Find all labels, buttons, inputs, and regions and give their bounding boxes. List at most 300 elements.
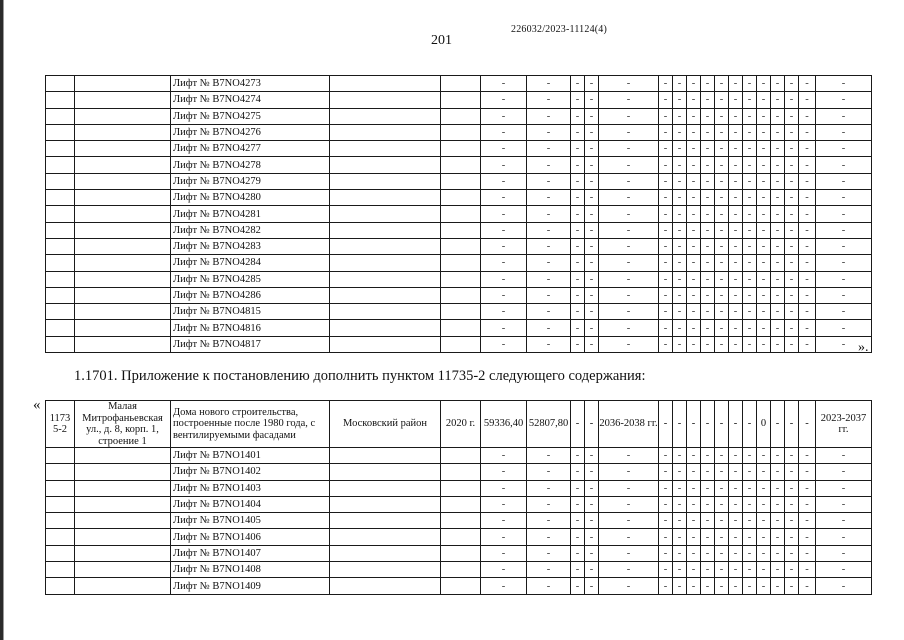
empty-cell: [46, 336, 75, 352]
dash-cell: -: [771, 238, 785, 254]
empty-cell: [46, 190, 75, 206]
dash-cell: -: [715, 271, 729, 287]
dash-cell: -: [771, 190, 785, 206]
dash-cell: -: [729, 76, 743, 92]
dash-cell: -: [659, 238, 673, 254]
dash-cell: -: [659, 320, 673, 336]
empty-cell: [75, 304, 171, 320]
dash-cell: -: [816, 578, 872, 594]
dash-cell: -: [771, 529, 785, 545]
dash-cell: -: [673, 320, 687, 336]
dash-cell: -: [481, 513, 527, 529]
dash-cell: -: [729, 157, 743, 173]
dash-cell: -: [757, 562, 771, 578]
dash-cell: -: [481, 190, 527, 206]
empty-cell: [330, 108, 441, 124]
dash-cell: -: [481, 141, 527, 157]
lift-name-cell: Лифт № B7NO4285: [171, 271, 330, 287]
dash-cell: -: [673, 92, 687, 108]
empty-cell: [46, 141, 75, 157]
dash-cell: -: [481, 255, 527, 271]
dash-cell: -: [673, 76, 687, 92]
dash-cell: -: [673, 287, 687, 303]
dash-cell: -: [701, 238, 715, 254]
dash-cell: -: [771, 124, 785, 140]
dash-cell: -: [659, 255, 673, 271]
lift-name-cell: Лифт № B7NO4286: [171, 287, 330, 303]
dash-cell: -: [673, 513, 687, 529]
dash-cell: -: [816, 124, 872, 140]
dash-cell: -: [816, 336, 872, 352]
dash-cell: -: [816, 173, 872, 189]
dash-cell: -: [701, 141, 715, 157]
dash-cell: -: [757, 222, 771, 238]
dash-cell: -: [785, 271, 799, 287]
dash-cell: -: [715, 157, 729, 173]
dash-cell: -: [659, 108, 673, 124]
empty-cell: [330, 124, 441, 140]
empty-cell: [75, 92, 171, 108]
empty-cell: [75, 141, 171, 157]
dash-cell: -: [599, 173, 659, 189]
dash-cell: -: [673, 222, 687, 238]
dash-cell: -: [729, 304, 743, 320]
empty-cell: [75, 76, 171, 92]
empty-cell: [330, 496, 441, 512]
dash-cell: -: [673, 496, 687, 512]
dash-cell: -: [715, 92, 729, 108]
dash-cell: -: [757, 206, 771, 222]
empty-cell: [75, 206, 171, 222]
table-row: [46, 157, 872, 173]
dash-cell: -: [585, 304, 599, 320]
dash-cell: -: [673, 141, 687, 157]
dash-cell: -: [799, 124, 816, 140]
empty-cell: [441, 545, 481, 561]
dash-cell: -: [659, 141, 673, 157]
dash-cell: -: [571, 464, 585, 480]
dash-cell: -: [687, 157, 701, 173]
dash-cell: -: [599, 562, 659, 578]
lift-name-cell: Лифт № B7NO1406: [171, 529, 330, 545]
dash-cell: -: [527, 141, 571, 157]
dash-cell: -: [701, 496, 715, 512]
dash-cell: -: [785, 108, 799, 124]
dash-cell: -: [715, 401, 729, 448]
dash-cell: -: [527, 320, 571, 336]
dash-cell: -: [673, 578, 687, 594]
dash-cell: -: [771, 545, 785, 561]
dash-cell: -: [757, 496, 771, 512]
dash-cell: -: [673, 545, 687, 561]
lift-table-continued: [45, 75, 872, 353]
dash-cell: -: [687, 578, 701, 594]
dash-cell: -: [527, 513, 571, 529]
dash-cell: -: [527, 124, 571, 140]
table-row: [46, 464, 872, 480]
dash-cell: -: [743, 513, 757, 529]
dash-cell: -: [771, 157, 785, 173]
empty-cell: [441, 320, 481, 336]
dash-cell: -: [687, 287, 701, 303]
dash-cell: -: [743, 92, 757, 108]
dash-cell: -: [799, 206, 816, 222]
dash-cell: -: [571, 108, 585, 124]
dash-cell: -: [816, 141, 872, 157]
dash-cell: -: [715, 238, 729, 254]
dash-cell: -: [799, 141, 816, 157]
dash-cell: -: [527, 92, 571, 108]
dash-cell: -: [757, 255, 771, 271]
dash-cell: -: [816, 76, 872, 92]
dash-cell: -: [687, 271, 701, 287]
dash-cell: -: [687, 529, 701, 545]
dash-cell: -: [659, 448, 673, 464]
empty-cell: [46, 529, 75, 545]
empty-cell: [441, 238, 481, 254]
dash-cell: -: [585, 108, 599, 124]
dash-cell: -: [571, 545, 585, 561]
dash-cell: -: [701, 271, 715, 287]
dash-cell: -: [673, 108, 687, 124]
lift-name-cell: Лифт № B7NO1402: [171, 464, 330, 480]
empty-cell: [46, 124, 75, 140]
dash-cell: -: [771, 513, 785, 529]
empty-cell: [46, 464, 75, 480]
dash-cell: -: [673, 480, 687, 496]
dash-cell: -: [481, 173, 527, 189]
dash-cell: -: [771, 108, 785, 124]
dash-cell: -: [816, 157, 872, 173]
lift-name-cell: Лифт № B7NO4284: [171, 255, 330, 271]
table-row: [46, 545, 872, 561]
opening-quote: «: [33, 397, 41, 413]
dash-cell: -: [599, 496, 659, 512]
dash-cell: -: [687, 448, 701, 464]
dash-cell: -: [571, 173, 585, 189]
dash-cell: -: [599, 190, 659, 206]
table-row: [46, 336, 872, 352]
dash-cell: -: [771, 92, 785, 108]
dash-cell: -: [673, 124, 687, 140]
empty-cell: [330, 480, 441, 496]
dash-cell: -: [599, 76, 659, 92]
dash-cell: -: [571, 76, 585, 92]
dash-cell: -: [816, 448, 872, 464]
empty-cell: [46, 92, 75, 108]
dash-cell: -: [785, 529, 799, 545]
dash-cell: -: [585, 513, 599, 529]
dash-cell: -: [771, 271, 785, 287]
dash-cell: -: [816, 545, 872, 561]
empty-cell: [441, 578, 481, 594]
lift-name-cell: Лифт № B7NO1403: [171, 480, 330, 496]
dash-cell: -: [527, 448, 571, 464]
dash-cell: -: [571, 578, 585, 594]
description-cell: Дома нового строительства, построенные после 1980 года, с вентилируемыми фасадами: [171, 401, 330, 448]
empty-cell: [441, 141, 481, 157]
table-row: [46, 92, 872, 108]
dash-cell: -: [585, 222, 599, 238]
dash-cell: -: [527, 578, 571, 594]
empty-cell: [330, 464, 441, 480]
dash-cell: -: [481, 529, 527, 545]
empty-cell: [330, 190, 441, 206]
dash-cell: -: [673, 562, 687, 578]
dash-cell: -: [715, 513, 729, 529]
dash-cell: -: [785, 190, 799, 206]
dash-cell: -: [715, 529, 729, 545]
dash-cell: -: [599, 206, 659, 222]
empty-cell: [441, 271, 481, 287]
dash-cell: -: [715, 76, 729, 92]
lift-table-new-item: [45, 400, 872, 595]
dash-cell: -: [785, 496, 799, 512]
dash-cell: -: [757, 448, 771, 464]
dash-cell: -: [729, 255, 743, 271]
dash-cell: -: [599, 480, 659, 496]
dash-cell: -: [599, 336, 659, 352]
dash-cell: -: [571, 513, 585, 529]
empty-cell: [330, 287, 441, 303]
empty-cell: [330, 448, 441, 464]
dash-cell: -: [816, 496, 872, 512]
dash-cell: -: [785, 545, 799, 561]
dash-cell: -: [585, 578, 599, 594]
dash-cell: -: [701, 255, 715, 271]
dash-cell: -: [715, 108, 729, 124]
dash-cell: -: [757, 141, 771, 157]
empty-cell: [46, 513, 75, 529]
dash-cell: -: [785, 448, 799, 464]
dash-cell: -: [659, 578, 673, 594]
dash-cell: -: [585, 545, 599, 561]
dash-cell: -: [571, 92, 585, 108]
table-row: [46, 141, 872, 157]
dash-cell: -: [527, 255, 571, 271]
dash-cell: -: [701, 336, 715, 352]
dash-cell: -: [659, 271, 673, 287]
empty-cell: [46, 157, 75, 173]
dash-cell: -: [701, 92, 715, 108]
dash-cell: -: [757, 480, 771, 496]
empty-cell: [46, 255, 75, 271]
dash-cell: -: [687, 173, 701, 189]
empty-cell: [46, 496, 75, 512]
dash-cell: -: [585, 206, 599, 222]
dash-cell: -: [799, 173, 816, 189]
dash-cell: -: [799, 76, 816, 92]
empty-cell: [75, 255, 171, 271]
dash-cell: -: [527, 480, 571, 496]
dash-cell: -: [785, 76, 799, 92]
dash-cell: -: [729, 108, 743, 124]
dash-cell: -: [785, 206, 799, 222]
dash-cell: -: [816, 206, 872, 222]
dash-cell: -: [481, 448, 527, 464]
empty-cell: [75, 496, 171, 512]
empty-cell: [441, 92, 481, 108]
dash-cell: -: [799, 108, 816, 124]
dash-cell: -: [743, 480, 757, 496]
empty-cell: [441, 157, 481, 173]
dash-cell: -: [687, 238, 701, 254]
dash-cell: -: [687, 255, 701, 271]
empty-cell: [46, 287, 75, 303]
dash-cell: -: [799, 92, 816, 108]
lift-name-cell: Лифт № B7NO1408: [171, 562, 330, 578]
empty-cell: [441, 255, 481, 271]
empty-cell: [441, 336, 481, 352]
dash-cell: -: [687, 222, 701, 238]
dash-cell: -: [599, 255, 659, 271]
dash-cell: -: [729, 562, 743, 578]
dash-cell: -: [687, 464, 701, 480]
dash-cell: -: [785, 157, 799, 173]
empty-cell: [75, 238, 171, 254]
dash-cell: -: [785, 578, 799, 594]
dash-cell: -: [743, 222, 757, 238]
dash-cell: -: [785, 513, 799, 529]
dash-cell: -: [785, 562, 799, 578]
table-row: [46, 529, 872, 545]
dash-cell: -: [785, 173, 799, 189]
page-number: 201: [431, 33, 452, 48]
dash-cell: -: [701, 206, 715, 222]
dash-cell: -: [816, 222, 872, 238]
dash-cell: -: [715, 190, 729, 206]
dash-cell: -: [743, 271, 757, 287]
dash-cell: -: [571, 562, 585, 578]
dash-cell: -: [799, 238, 816, 254]
empty-cell: [46, 206, 75, 222]
dash-cell: -: [673, 336, 687, 352]
dash-cell: -: [659, 190, 673, 206]
empty-cell: [441, 173, 481, 189]
dash-cell: -: [701, 190, 715, 206]
empty-cell: [46, 562, 75, 578]
dash-cell: -: [673, 157, 687, 173]
dash-cell: -: [757, 464, 771, 480]
lift-name-cell: Лифт № B7NO1401: [171, 448, 330, 464]
dash-cell: -: [481, 320, 527, 336]
dash-cell: -: [743, 76, 757, 92]
dash-cell: -: [743, 206, 757, 222]
dash-cell: -: [799, 336, 816, 352]
dash-cell: -: [687, 304, 701, 320]
table-row: [46, 562, 872, 578]
dash-cell: -: [757, 304, 771, 320]
lift-name-cell: Лифт № B7NO4281: [171, 206, 330, 222]
lift-name-cell: Лифт № B7NO4283: [171, 238, 330, 254]
dash-cell: -: [527, 76, 571, 92]
dash-cell: -: [785, 287, 799, 303]
dash-cell: -: [571, 206, 585, 222]
dash-cell: -: [527, 222, 571, 238]
dash-cell: -: [659, 173, 673, 189]
dash-cell: -: [599, 464, 659, 480]
dash-cell: -: [701, 157, 715, 173]
dash-cell: -: [481, 206, 527, 222]
dash-cell: -: [757, 173, 771, 189]
dash-cell: -: [799, 304, 816, 320]
dash-cell: -: [757, 271, 771, 287]
empty-cell: [441, 448, 481, 464]
dash-cell: -: [481, 108, 527, 124]
dash-cell: -: [599, 271, 659, 287]
dash-cell: -: [799, 529, 816, 545]
dash-cell: -: [701, 529, 715, 545]
dash-cell: -: [715, 578, 729, 594]
dash-cell: -: [687, 190, 701, 206]
empty-cell: [75, 562, 171, 578]
dash-cell: -: [687, 480, 701, 496]
dash-cell: -: [673, 271, 687, 287]
dash-cell: -: [599, 124, 659, 140]
dash-cell: -: [599, 92, 659, 108]
table-row: [46, 255, 872, 271]
empty-cell: [441, 480, 481, 496]
dash-cell: -: [816, 513, 872, 529]
empty-cell: [330, 222, 441, 238]
dash-cell: -: [729, 141, 743, 157]
lift-name-cell: Лифт № B7NO4276: [171, 124, 330, 140]
dash-cell: -: [715, 287, 729, 303]
dash-cell: -: [715, 562, 729, 578]
empty-cell: [75, 578, 171, 594]
dash-cell: -: [743, 529, 757, 545]
dash-cell: -: [599, 578, 659, 594]
empty-cell: [441, 513, 481, 529]
empty-cell: [330, 206, 441, 222]
dash-cell: -: [571, 336, 585, 352]
dash-cell: -: [799, 545, 816, 561]
dash-cell: -: [701, 401, 715, 448]
empty-cell: [75, 124, 171, 140]
lift-name-cell: Лифт № B7NO1409: [171, 578, 330, 594]
empty-cell: [441, 222, 481, 238]
table-row: [46, 513, 872, 529]
lift-name-cell: Лифт № B7NO1404: [171, 496, 330, 512]
dash-cell: -: [771, 464, 785, 480]
dash-cell: -: [481, 480, 527, 496]
dash-cell: -: [771, 320, 785, 336]
dash-cell: -: [585, 336, 599, 352]
dash-cell: -: [799, 190, 816, 206]
table-row: [46, 76, 872, 92]
dash-cell: -: [799, 222, 816, 238]
table-row: [46, 124, 872, 140]
dash-cell: -: [481, 578, 527, 594]
dash-cell: -: [585, 238, 599, 254]
dash-cell: -: [715, 480, 729, 496]
dash-cell: -: [757, 190, 771, 206]
table-row: [46, 238, 872, 254]
empty-cell: [46, 238, 75, 254]
area1-cell: 59336,40: [481, 401, 527, 448]
dash-cell: -: [757, 238, 771, 254]
dash-cell: -: [729, 271, 743, 287]
dash-cell: -: [743, 448, 757, 464]
dash-cell: -: [571, 238, 585, 254]
dash-cell: -: [571, 480, 585, 496]
dash-cell: -: [599, 222, 659, 238]
dash-cell: -: [729, 173, 743, 189]
dash-cell: -: [729, 401, 743, 448]
empty-cell: [75, 448, 171, 464]
dash-cell: -: [771, 336, 785, 352]
dash-cell: -: [481, 545, 527, 561]
